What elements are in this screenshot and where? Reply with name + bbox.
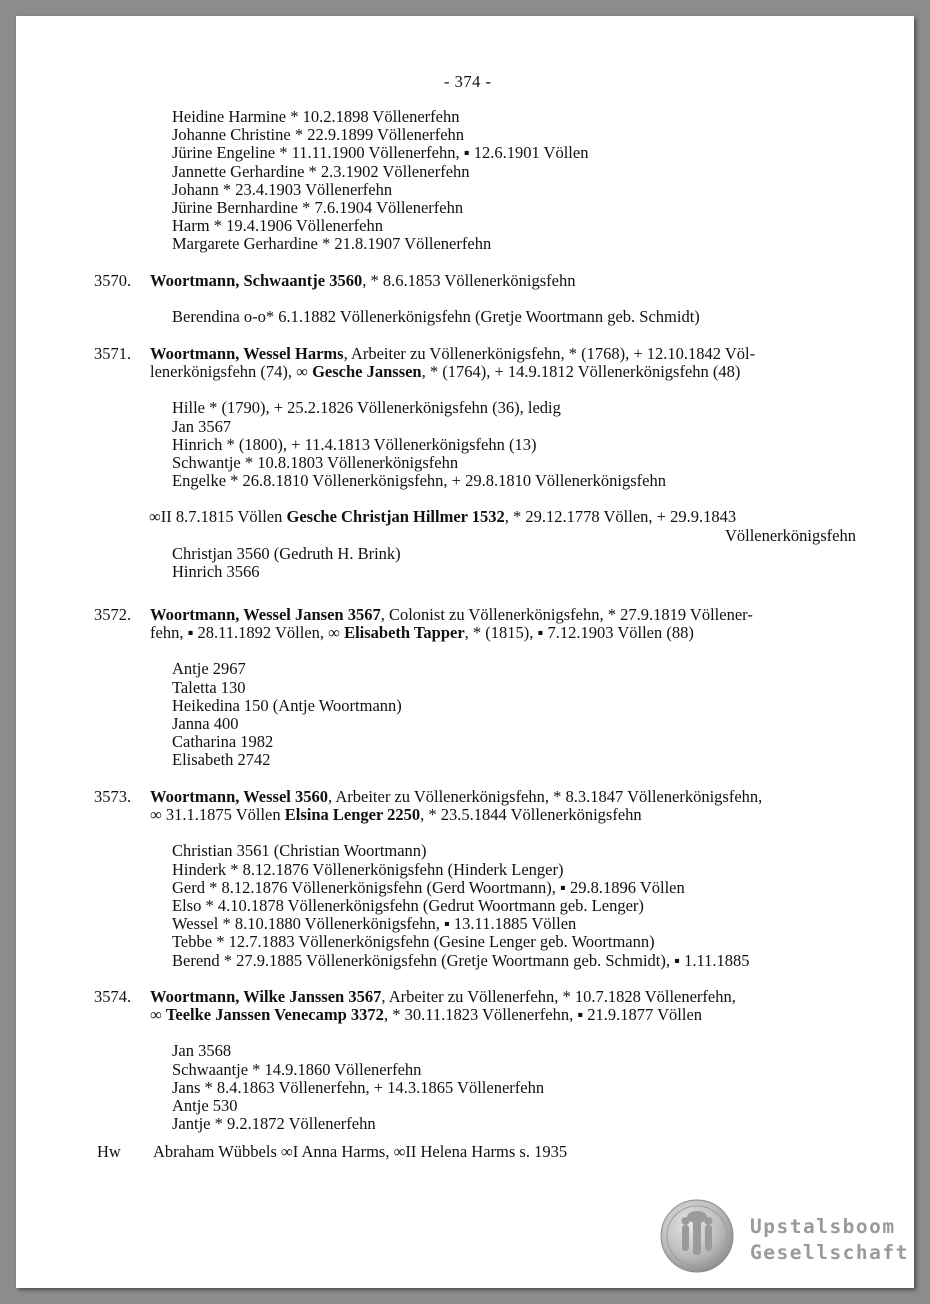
entry-3572 bbox=[94, 606, 864, 770]
logo-line-1: Upstalsboom bbox=[750, 1215, 896, 1238]
marriage-details: ∞II 8.7.1815 Völlen bbox=[149, 507, 287, 527]
person-name: Woortmann, Wessel Harms bbox=[150, 344, 344, 363]
list-item: Hinrich * (1800), + 11.4.1813 Völlenerkönigsfehn (13) bbox=[172, 434, 537, 454]
list-item: Heikedina 150 (Antje Woortmann) bbox=[172, 695, 402, 715]
continued-children-list bbox=[172, 108, 588, 254]
list-item: Christjan 3560 (Gedruth H. Brink) bbox=[172, 543, 401, 563]
list-item: Schwantje * 10.8.1803 Völlenerkönigsfehn bbox=[172, 453, 459, 473]
list-item: Elisabeth 2742 bbox=[172, 750, 271, 770]
list-item: Elso * 4.10.1878 Völlenerkönigsfehn (Gedrut Woortmann geb. Lenger) bbox=[172, 896, 644, 916]
children-list bbox=[172, 842, 864, 969]
list-item: Gerd * 8.12.1876 Völlenerkönigsfehn (Gerd Woortmann), ▪ 29.8.1896 Völlen bbox=[172, 877, 685, 897]
list-item: Harm * 19.4.1906 Völlenerfehn bbox=[172, 216, 383, 236]
list-item: Hinderk * 8.12.1876 Völlenerkönigsfehn (Hinderk Lenger) bbox=[172, 859, 564, 879]
children-list bbox=[172, 660, 864, 769]
entry-3573 bbox=[94, 788, 864, 970]
children-list bbox=[172, 399, 864, 490]
marriage-details: ∞ 31.1.1875 Völlen bbox=[150, 805, 285, 825]
spouse-details: , * 30.11.1823 Völlenerfehn, ▪ 21.9.1877 Völlen bbox=[383, 1005, 703, 1025]
marriage-details: ∞ bbox=[150, 1005, 166, 1025]
second-marriage bbox=[149, 508, 864, 544]
person-details: , Arbeiter zu Völlenerkönigsfehn, * 8.3.1847 Völlenerkönigsfehn, bbox=[328, 787, 763, 806]
society-logo-text bbox=[750, 1214, 909, 1266]
list-item: Margarete Gerhardine * 21.8.1907 Völlenerfehn bbox=[172, 234, 492, 254]
children-list bbox=[172, 1042, 864, 1133]
spouse-details: , * 23.5.1844 Völlenerkönigsfehn bbox=[420, 805, 642, 825]
list-item: Hille * (1790), + 25.2.1826 Völlenerkönigsfehn (36), ledig bbox=[172, 398, 561, 418]
person-details: , Arbeiter zu Völlenerkönigsfehn, * (1768), + 12.10.1842 Völ- bbox=[343, 344, 756, 363]
page-number: - 374 - bbox=[444, 72, 492, 91]
entry-number: 3574. bbox=[94, 987, 132, 1006]
seal-icon bbox=[660, 1199, 734, 1273]
hw-label: Hw bbox=[97, 1142, 121, 1161]
list-item: Schwaantje * 14.9.1860 Völlenerfehn bbox=[172, 1059, 422, 1079]
list-item: Antje 530 bbox=[172, 1096, 238, 1116]
logo-line-2: Gesellschaft bbox=[750, 1241, 909, 1264]
list-item: Catharina 1982 bbox=[172, 732, 274, 752]
spouse-name: Elisabeth Tapper bbox=[344, 623, 465, 643]
list-item: Johann * 23.4.1903 Völlenerfehn bbox=[172, 179, 393, 199]
entry-3574 bbox=[94, 988, 864, 1133]
spouse-name: Teelke Janssen Venecamp 3372 bbox=[165, 1005, 384, 1025]
list-item: Christian 3561 (Christian Woortmann) bbox=[172, 841, 427, 861]
entry-number: 3573. bbox=[94, 787, 132, 806]
list-item: Antje 2967 bbox=[172, 659, 246, 679]
entry-3571 bbox=[94, 345, 864, 581]
spouse-name: Gesche Christjan Hillmer 1532 bbox=[286, 507, 505, 527]
person-details: , Colonist zu Völlenerkönigsfehn, * 27.9.1819 Völlener- bbox=[380, 605, 753, 624]
person-details: lenerkönigsfehn (74), ∞ bbox=[150, 362, 313, 382]
spouse-details: , * 29.12.1778 Völlen, + 29.9.1843 bbox=[504, 507, 737, 527]
children-list bbox=[172, 545, 864, 581]
list-item: Berend * 27.9.1885 Völlenerkönigsfehn (Gretje Woortmann geb. Schmidt), ▪ 1.11.1885 bbox=[172, 950, 750, 970]
list-item: Wessel * 8.10.1880 Völlenerkönigsfehn, ▪ 13.11.1885 Völlen bbox=[172, 914, 577, 934]
list-item: Tebbe * 12.7.1883 Völlenerkönigsfehn (Gesine Lenger geb. Woortmann) bbox=[172, 932, 655, 952]
list-item: Taletta 130 bbox=[172, 677, 246, 697]
person-name: Woortmann, Wilke Janssen 3567 bbox=[150, 987, 382, 1006]
document-page bbox=[16, 16, 914, 1288]
list-item: Jürine Bernhardine * 7.6.1904 Völlenerfehn bbox=[172, 198, 464, 218]
list-item: Jannette Gerhardine * 2.3.1902 Völlenerfehn bbox=[172, 161, 470, 181]
list-item: Jan 3567 bbox=[172, 416, 232, 436]
list-item: Heidine Harmine * 10.2.1898 Völlenerfehn bbox=[172, 107, 460, 126]
spouse-name: Gesche Janssen bbox=[312, 362, 422, 382]
spouse-details: Völlenerkönigsfehn bbox=[724, 525, 856, 545]
person-details: fehn, ▪ 28.11.1892 Völlen, ∞ bbox=[150, 623, 345, 643]
person-name: Woortmann, Wessel Jansen 3567 bbox=[150, 605, 381, 624]
list-item: Hinrich 3566 bbox=[172, 562, 260, 582]
spouse-name: Elsina Lenger 2250 bbox=[284, 805, 421, 825]
person-name: Woortmann, Wessel 3560 bbox=[150, 787, 328, 806]
entry-number: 3571. bbox=[94, 344, 132, 363]
list-item: Jans * 8.4.1863 Völlenerfehn, + 14.3.1865 Völlenerfehn bbox=[172, 1077, 545, 1097]
spouse-details: , * (1764), + 14.9.1812 Völlenerkönigsfehn (48) bbox=[421, 362, 741, 382]
person-details: , Arbeiter zu Völlenerfehn, * 10.7.1828 Völlenerfehn, bbox=[381, 987, 736, 1006]
entry-3570 bbox=[94, 272, 864, 326]
person-name: Woortmann, Schwaantje 3560 bbox=[150, 271, 363, 290]
entry-number: 3572. bbox=[94, 605, 132, 624]
list-item: Jantje * 9.2.1872 Völlenerfehn bbox=[172, 1114, 376, 1134]
spouse-details: , * (1815), ▪ 7.12.1903 Völlen (88) bbox=[464, 623, 694, 643]
entry-number: 3570. bbox=[94, 271, 132, 290]
list-item: Jürine Engeline * 11.11.1900 Völlenerfehn, ▪ 12.6.1901 Völlen bbox=[172, 143, 589, 163]
list-item: Johanne Christine * 22.9.1899 Völlenerfehn bbox=[172, 125, 465, 145]
person-details: , * 8.6.1853 Völlenerkönigsfehn bbox=[362, 271, 576, 290]
list-item: Janna 400 bbox=[172, 714, 239, 734]
list-item: Jan 3568 bbox=[172, 1041, 232, 1061]
hw-text: Abraham Wübbels ∞I Anna Harms, ∞II Helena Harms s. 1935 bbox=[153, 1142, 568, 1161]
list-item: Engelke * 26.8.1810 Völlenerkönigsfehn, + 29.8.1810 Völlenerkönigsfehn bbox=[172, 471, 666, 491]
list-item: Berendina o-o* 6.1.1882 Völlenerkönigsfehn (Gretje Woortmann geb. Schmidt) bbox=[172, 307, 700, 327]
